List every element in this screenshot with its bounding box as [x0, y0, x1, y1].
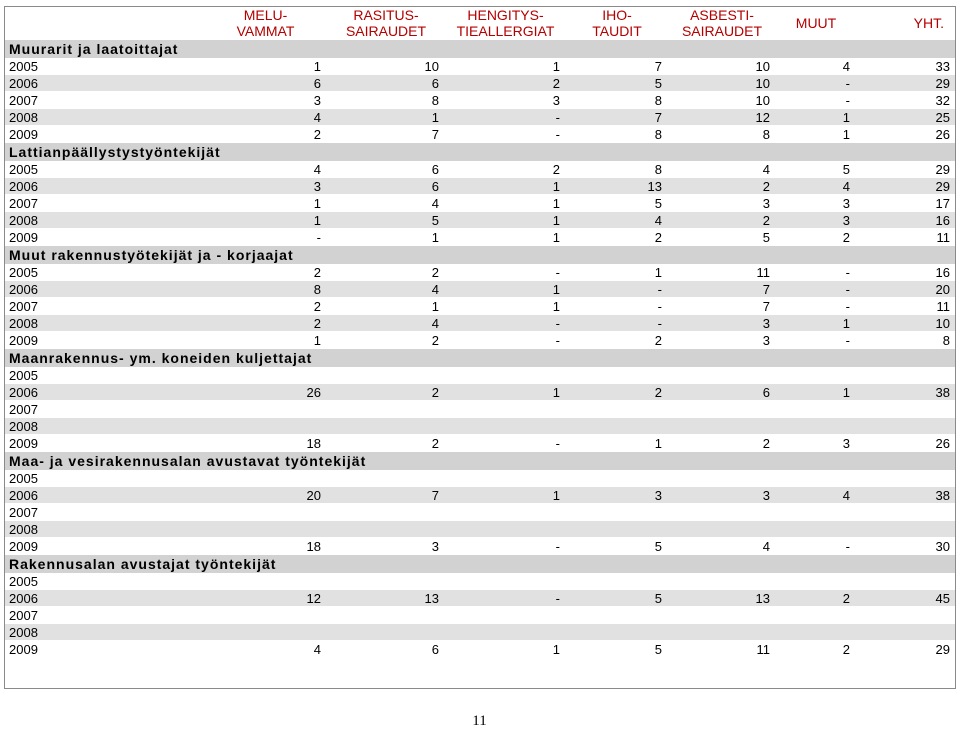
table-row: [4, 418, 956, 435]
value-cell-hengitys: 1: [445, 229, 566, 246]
table-row: [4, 401, 956, 418]
year-cell: 2007: [4, 504, 204, 521]
table-row: [4, 126, 956, 143]
value-cell-asbesti: 2: [668, 435, 776, 452]
year-cell: 2006: [4, 384, 204, 401]
year-cell: 2005: [4, 58, 204, 75]
value-cell-rasitus: 13: [327, 590, 445, 607]
value-cell-iho: [566, 573, 668, 590]
year-cell: 2005: [4, 470, 204, 487]
value-cell-hengitys: [445, 367, 566, 384]
value-cell-hengitys: 1: [445, 281, 566, 298]
value-cell-yht: [856, 470, 956, 487]
value-cell-rasitus: 7: [327, 487, 445, 504]
value-cell-rasitus: [327, 521, 445, 538]
value-cell-yht: 29: [856, 161, 956, 178]
value-cell-yht: 38: [856, 487, 956, 504]
value-cell-iho: [566, 624, 668, 641]
value-cell-iho: 5: [566, 75, 668, 92]
value-cell-hengitys: [445, 504, 566, 521]
value-cell-iho: [566, 521, 668, 538]
value-cell-yht: 16: [856, 212, 956, 229]
value-cell-muut: -: [776, 75, 856, 92]
value-cell-rasitus: 2: [327, 332, 445, 349]
value-cell-yht: 8: [856, 332, 956, 349]
value-cell-asbesti: 7: [668, 298, 776, 315]
value-cell-asbesti: 10: [668, 92, 776, 109]
value-cell-hengitys: 1: [445, 384, 566, 401]
header-hengitys: HENGITYS- TIEALLERGIAT: [445, 6, 566, 40]
value-cell-yht: 29: [856, 641, 956, 658]
value-cell-iho: 4: [566, 212, 668, 229]
value-cell-iho: [566, 470, 668, 487]
value-cell-hengitys: [445, 418, 566, 435]
year-cell: 2009: [4, 126, 204, 143]
value-cell-hengitys: -: [445, 332, 566, 349]
year-cell: 2008: [4, 315, 204, 332]
value-cell-muut: [776, 504, 856, 521]
value-cell-rasitus: 10: [327, 58, 445, 75]
value-cell-asbesti: 10: [668, 58, 776, 75]
table-row: [4, 435, 956, 452]
value-cell-iho: 2: [566, 384, 668, 401]
year-cell: 2005: [4, 573, 204, 590]
value-cell-iho: 1: [566, 264, 668, 281]
value-cell-melu: 2: [204, 126, 327, 143]
value-cell-yht: 45: [856, 590, 956, 607]
value-cell-melu: 1: [204, 195, 327, 212]
table-row: [4, 607, 956, 624]
value-cell-hengitys: [445, 401, 566, 418]
group-header-row: [4, 40, 956, 58]
value-cell-melu: 3: [204, 178, 327, 195]
value-cell-rasitus: 4: [327, 281, 445, 298]
value-cell-melu: 8: [204, 281, 327, 298]
value-cell-asbesti: [668, 367, 776, 384]
value-cell-asbesti: 4: [668, 538, 776, 555]
value-cell-muut: -: [776, 298, 856, 315]
year-cell: 2009: [4, 435, 204, 452]
value-cell-hengitys: -: [445, 538, 566, 555]
value-cell-muut: [776, 418, 856, 435]
value-cell-yht: [856, 401, 956, 418]
value-cell-rasitus: 3: [327, 538, 445, 555]
table-row: [4, 367, 956, 384]
value-cell-yht: [856, 573, 956, 590]
header-yht: YHT.: [856, 6, 956, 40]
value-cell-muut: 1: [776, 384, 856, 401]
value-cell-asbesti: 6: [668, 384, 776, 401]
value-cell-hengitys: 1: [445, 178, 566, 195]
value-cell-yht: 32: [856, 92, 956, 109]
value-cell-asbesti: 11: [668, 264, 776, 281]
value-cell-melu: 2: [204, 264, 327, 281]
table-row: [4, 264, 956, 281]
value-cell-rasitus: [327, 573, 445, 590]
value-cell-yht: 17: [856, 195, 956, 212]
group-header-row: [4, 452, 956, 471]
value-cell-yht: 20: [856, 281, 956, 298]
value-cell-rasitus: 6: [327, 178, 445, 195]
value-cell-rasitus: [327, 607, 445, 624]
group-header-row: [4, 349, 956, 368]
value-cell-hengitys: 1: [445, 487, 566, 504]
value-cell-muut: 3: [776, 195, 856, 212]
value-cell-iho: 5: [566, 590, 668, 607]
value-cell-melu: [204, 521, 327, 538]
table-row: [4, 281, 956, 298]
year-cell: 2006: [4, 75, 204, 92]
value-cell-yht: 30: [856, 538, 956, 555]
value-cell-yht: 26: [856, 435, 956, 452]
year-cell: 2005: [4, 367, 204, 384]
value-cell-hengitys: 1: [445, 212, 566, 229]
value-cell-asbesti: [668, 401, 776, 418]
year-cell: 2005: [4, 264, 204, 281]
value-cell-melu: [204, 624, 327, 641]
group-header-row: [4, 246, 956, 265]
group-title: Maanrakennus- ym. koneiden kuljettajat: [4, 349, 956, 368]
value-cell-iho: [566, 367, 668, 384]
value-cell-melu: 1: [204, 212, 327, 229]
value-cell-melu: 2: [204, 298, 327, 315]
value-cell-yht: [856, 418, 956, 435]
value-cell-melu: 3: [204, 92, 327, 109]
group-header-row: [4, 143, 956, 162]
value-cell-iho: 13: [566, 178, 668, 195]
value-cell-muut: 4: [776, 58, 856, 75]
value-cell-hengitys: 1: [445, 641, 566, 658]
value-cell-asbesti: 4: [668, 161, 776, 178]
value-cell-hengitys: [445, 624, 566, 641]
value-cell-rasitus: 5: [327, 212, 445, 229]
year-cell: 2008: [4, 109, 204, 126]
table-row: [4, 538, 956, 555]
value-cell-rasitus: [327, 418, 445, 435]
value-cell-iho: -: [566, 281, 668, 298]
value-cell-muut: [776, 624, 856, 641]
table-row: [4, 521, 956, 538]
header-blank-cell: [4, 6, 204, 40]
value-cell-rasitus: [327, 470, 445, 487]
value-cell-muut: -: [776, 332, 856, 349]
value-cell-yht: 38: [856, 384, 956, 401]
year-cell: 2007: [4, 298, 204, 315]
year-cell: 2006: [4, 487, 204, 504]
value-cell-asbesti: 8: [668, 126, 776, 143]
value-cell-yht: [856, 504, 956, 521]
value-cell-hengitys: [445, 607, 566, 624]
value-cell-hengitys: 2: [445, 161, 566, 178]
value-cell-melu: [204, 470, 327, 487]
value-cell-melu: 4: [204, 641, 327, 658]
value-cell-melu: -: [204, 229, 327, 246]
value-cell-iho: [566, 607, 668, 624]
table-row: [4, 58, 956, 75]
value-cell-asbesti: [668, 624, 776, 641]
value-cell-asbesti: 3: [668, 332, 776, 349]
year-cell: 2007: [4, 607, 204, 624]
value-cell-asbesti: [668, 521, 776, 538]
value-cell-muut: 2: [776, 229, 856, 246]
value-cell-melu: 4: [204, 109, 327, 126]
value-cell-iho: 8: [566, 126, 668, 143]
value-cell-yht: [856, 624, 956, 641]
value-cell-yht: 16: [856, 264, 956, 281]
value-cell-muut: [776, 401, 856, 418]
value-cell-iho: 5: [566, 641, 668, 658]
value-cell-muut: 1: [776, 109, 856, 126]
value-cell-melu: [204, 418, 327, 435]
value-cell-iho: 8: [566, 161, 668, 178]
table-row: [4, 229, 956, 246]
header-asbesti: ASBESTI- SAIRAUDET: [668, 6, 776, 40]
group-title: Muurarit ja laatoittajat: [4, 40, 956, 58]
value-cell-iho: [566, 401, 668, 418]
value-cell-yht: [856, 521, 956, 538]
table-row: [4, 315, 956, 332]
value-cell-asbesti: 12: [668, 109, 776, 126]
value-cell-muut: -: [776, 281, 856, 298]
header-melu: MELU- VAMMAT: [204, 6, 327, 40]
value-cell-rasitus: 1: [327, 229, 445, 246]
value-cell-asbesti: 5: [668, 229, 776, 246]
value-cell-rasitus: 4: [327, 315, 445, 332]
value-cell-muut: [776, 521, 856, 538]
year-cell: 2008: [4, 212, 204, 229]
table-row: [4, 487, 956, 504]
table-row: [4, 624, 956, 641]
value-cell-iho: 7: [566, 58, 668, 75]
value-cell-asbesti: 3: [668, 487, 776, 504]
value-cell-rasitus: 2: [327, 384, 445, 401]
value-cell-rasitus: 6: [327, 75, 445, 92]
header-iho: IHO- TAUDIT: [566, 6, 668, 40]
value-cell-melu: 2: [204, 315, 327, 332]
value-cell-hengitys: -: [445, 126, 566, 143]
value-cell-asbesti: 13: [668, 590, 776, 607]
value-cell-asbesti: 10: [668, 75, 776, 92]
value-cell-muut: 1: [776, 315, 856, 332]
value-cell-iho: 8: [566, 92, 668, 109]
group-header-row: [4, 555, 956, 574]
value-cell-melu: [204, 504, 327, 521]
value-cell-yht: 29: [856, 75, 956, 92]
page-number: 11: [472, 713, 487, 729]
table-row: [4, 384, 956, 401]
value-cell-iho: 7: [566, 109, 668, 126]
table-row: [4, 332, 956, 349]
value-cell-hengitys: -: [445, 109, 566, 126]
value-cell-melu: 1: [204, 58, 327, 75]
value-cell-muut: [776, 573, 856, 590]
value-cell-melu: 12: [204, 590, 327, 607]
header-rasitus: RASITUS- SAIRAUDET: [327, 6, 445, 40]
value-cell-yht: [856, 607, 956, 624]
value-cell-rasitus: [327, 367, 445, 384]
value-cell-muut: 1: [776, 126, 856, 143]
value-cell-melu: 6: [204, 75, 327, 92]
table-row: [4, 178, 956, 195]
value-cell-muut: 3: [776, 435, 856, 452]
value-cell-yht: [856, 367, 956, 384]
year-cell: 2009: [4, 229, 204, 246]
value-cell-melu: 20: [204, 487, 327, 504]
value-cell-muut: 4: [776, 487, 856, 504]
value-cell-asbesti: 2: [668, 212, 776, 229]
value-cell-muut: -: [776, 92, 856, 109]
value-cell-muut: [776, 607, 856, 624]
value-cell-hengitys: 1: [445, 195, 566, 212]
group-title: Lattianpäällystystyöntekijät: [4, 143, 956, 162]
value-cell-hengitys: -: [445, 435, 566, 452]
value-cell-iho: 1: [566, 435, 668, 452]
value-cell-melu: [204, 401, 327, 418]
year-cell: 2006: [4, 178, 204, 195]
value-cell-asbesti: 11: [668, 641, 776, 658]
year-cell: 2007: [4, 195, 204, 212]
year-cell: 2007: [4, 401, 204, 418]
value-cell-rasitus: 7: [327, 126, 445, 143]
table-row: [4, 75, 956, 92]
table-row: [4, 504, 956, 521]
value-cell-iho: [566, 418, 668, 435]
value-cell-muut: 3: [776, 212, 856, 229]
table-row: [4, 470, 956, 487]
value-cell-rasitus: 1: [327, 109, 445, 126]
value-cell-asbesti: [668, 504, 776, 521]
value-cell-rasitus: [327, 401, 445, 418]
group-title: Muut rakennustyötekijät ja - korjaajat: [4, 246, 956, 265]
table-body: [4, 40, 956, 658]
value-cell-iho: 2: [566, 229, 668, 246]
value-cell-hengitys: -: [445, 264, 566, 281]
value-cell-rasitus: 4: [327, 195, 445, 212]
value-cell-rasitus: [327, 504, 445, 521]
value-cell-hengitys: [445, 573, 566, 590]
value-cell-hengitys: 1: [445, 298, 566, 315]
value-cell-rasitus: 6: [327, 641, 445, 658]
year-cell: 2006: [4, 590, 204, 607]
value-cell-melu: [204, 367, 327, 384]
value-cell-melu: 26: [204, 384, 327, 401]
table-row: [4, 573, 956, 590]
value-cell-muut: 5: [776, 161, 856, 178]
value-cell-iho: 5: [566, 195, 668, 212]
value-cell-muut: 2: [776, 641, 856, 658]
year-cell: 2008: [4, 624, 204, 641]
value-cell-yht: 11: [856, 229, 956, 246]
group-title: Rakennusalan avustajat työntekijät: [4, 555, 956, 574]
value-cell-yht: 25: [856, 109, 956, 126]
value-cell-muut: [776, 367, 856, 384]
value-cell-asbesti: [668, 470, 776, 487]
value-cell-hengitys: 1: [445, 58, 566, 75]
value-cell-iho: 2: [566, 332, 668, 349]
year-cell: 2009: [4, 332, 204, 349]
value-cell-rasitus: 8: [327, 92, 445, 109]
value-cell-iho: -: [566, 298, 668, 315]
value-cell-hengitys: 3: [445, 92, 566, 109]
year-cell: 2006: [4, 281, 204, 298]
header-row: [4, 6, 956, 40]
value-cell-muut: 4: [776, 178, 856, 195]
value-cell-yht: 11: [856, 298, 956, 315]
group-title: Maa- ja vesirakennusalan avustavat työntekijät: [4, 452, 956, 471]
value-cell-melu: 4: [204, 161, 327, 178]
value-cell-asbesti: 3: [668, 315, 776, 332]
table-row: [4, 161, 956, 178]
value-cell-asbesti: 3: [668, 195, 776, 212]
year-cell: 2009: [4, 538, 204, 555]
value-cell-rasitus: [327, 624, 445, 641]
value-cell-iho: 5: [566, 538, 668, 555]
value-cell-melu: 1: [204, 332, 327, 349]
table-row: [4, 590, 956, 607]
value-cell-melu: [204, 607, 327, 624]
value-cell-muut: -: [776, 264, 856, 281]
value-cell-hengitys: [445, 470, 566, 487]
value-cell-hengitys: [445, 521, 566, 538]
value-cell-muut: 2: [776, 590, 856, 607]
value-cell-muut: -: [776, 538, 856, 555]
table-row: [4, 298, 956, 315]
occupational-disease-table: [4, 6, 956, 658]
value-cell-asbesti: 7: [668, 281, 776, 298]
table-row: [4, 109, 956, 126]
year-cell: 2008: [4, 418, 204, 435]
table-row: [4, 212, 956, 229]
value-cell-iho: 3: [566, 487, 668, 504]
header-muut: MUUT: [776, 6, 856, 40]
value-cell-melu: 18: [204, 538, 327, 555]
value-cell-asbesti: [668, 418, 776, 435]
value-cell-iho: [566, 504, 668, 521]
table-row: [4, 92, 956, 109]
value-cell-muut: [776, 470, 856, 487]
table-row: [4, 195, 956, 212]
value-cell-asbesti: [668, 607, 776, 624]
year-cell: 2009: [4, 641, 204, 658]
year-cell: 2005: [4, 161, 204, 178]
value-cell-yht: 33: [856, 58, 956, 75]
value-cell-asbesti: 2: [668, 178, 776, 195]
value-cell-rasitus: 6: [327, 161, 445, 178]
value-cell-rasitus: 1: [327, 298, 445, 315]
value-cell-hengitys: -: [445, 590, 566, 607]
value-cell-hengitys: -: [445, 315, 566, 332]
value-cell-melu: 18: [204, 435, 327, 452]
value-cell-yht: 26: [856, 126, 956, 143]
year-cell: 2008: [4, 521, 204, 538]
value-cell-asbesti: [668, 573, 776, 590]
value-cell-rasitus: 2: [327, 264, 445, 281]
value-cell-yht: 29: [856, 178, 956, 195]
value-cell-yht: 10: [856, 315, 956, 332]
value-cell-rasitus: 2: [327, 435, 445, 452]
value-cell-hengitys: 2: [445, 75, 566, 92]
value-cell-iho: -: [566, 315, 668, 332]
value-cell-melu: [204, 573, 327, 590]
year-cell: 2007: [4, 92, 204, 109]
table-row: [4, 641, 956, 658]
